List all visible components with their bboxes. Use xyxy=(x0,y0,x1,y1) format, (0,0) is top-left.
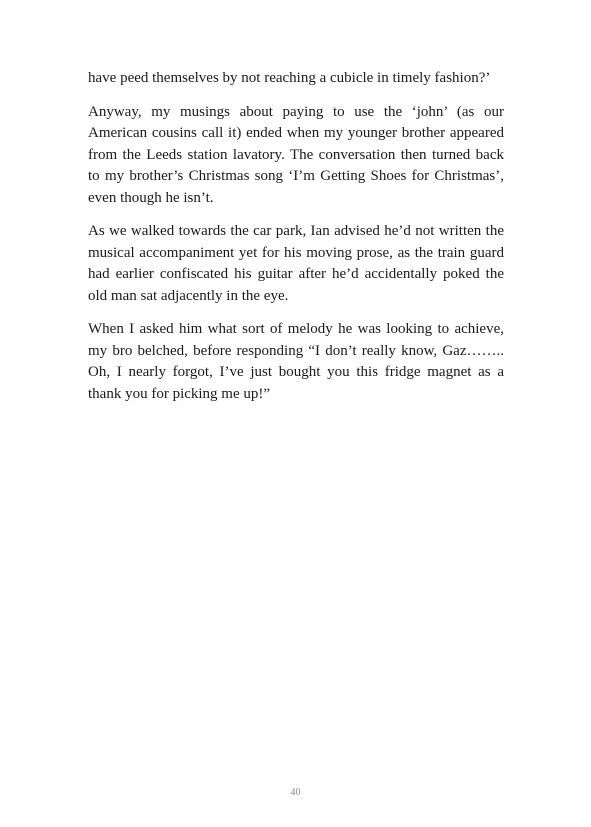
paragraph-2: Anyway, my musings about paying to use the ‘john’ (as our American cousins call it) ended when my younger brother appeared from the Leeds station lavatory. The conversation then turned back to my brother’s Christmas song ‘I’m Getting Shoes for Christmas’, even though he isn’t. xyxy=(88,103,504,206)
paragraph-3: As we walked towards the car park, Ian advised he’d not written the musical accompaniment yet for his moving prose, as the train guard had earlier confiscated his guitar after he’d accidentally poked the old man sat adjacently in the eye. xyxy=(88,223,504,304)
page-number: 40 xyxy=(290,787,301,798)
body-text xyxy=(88,68,504,417)
paragraph-4: When I asked him what sort of melody he was looking to achieve, my bro belched, before responding “I don’t really know, Gaz…….. Oh, I nearly forgot, I’ve just bought you this fridge magnet as a thank you for picking me up!” xyxy=(88,321,504,402)
paragraph-1: have peed themselves by not reaching a cubicle in timely fashion?’ xyxy=(88,70,491,86)
